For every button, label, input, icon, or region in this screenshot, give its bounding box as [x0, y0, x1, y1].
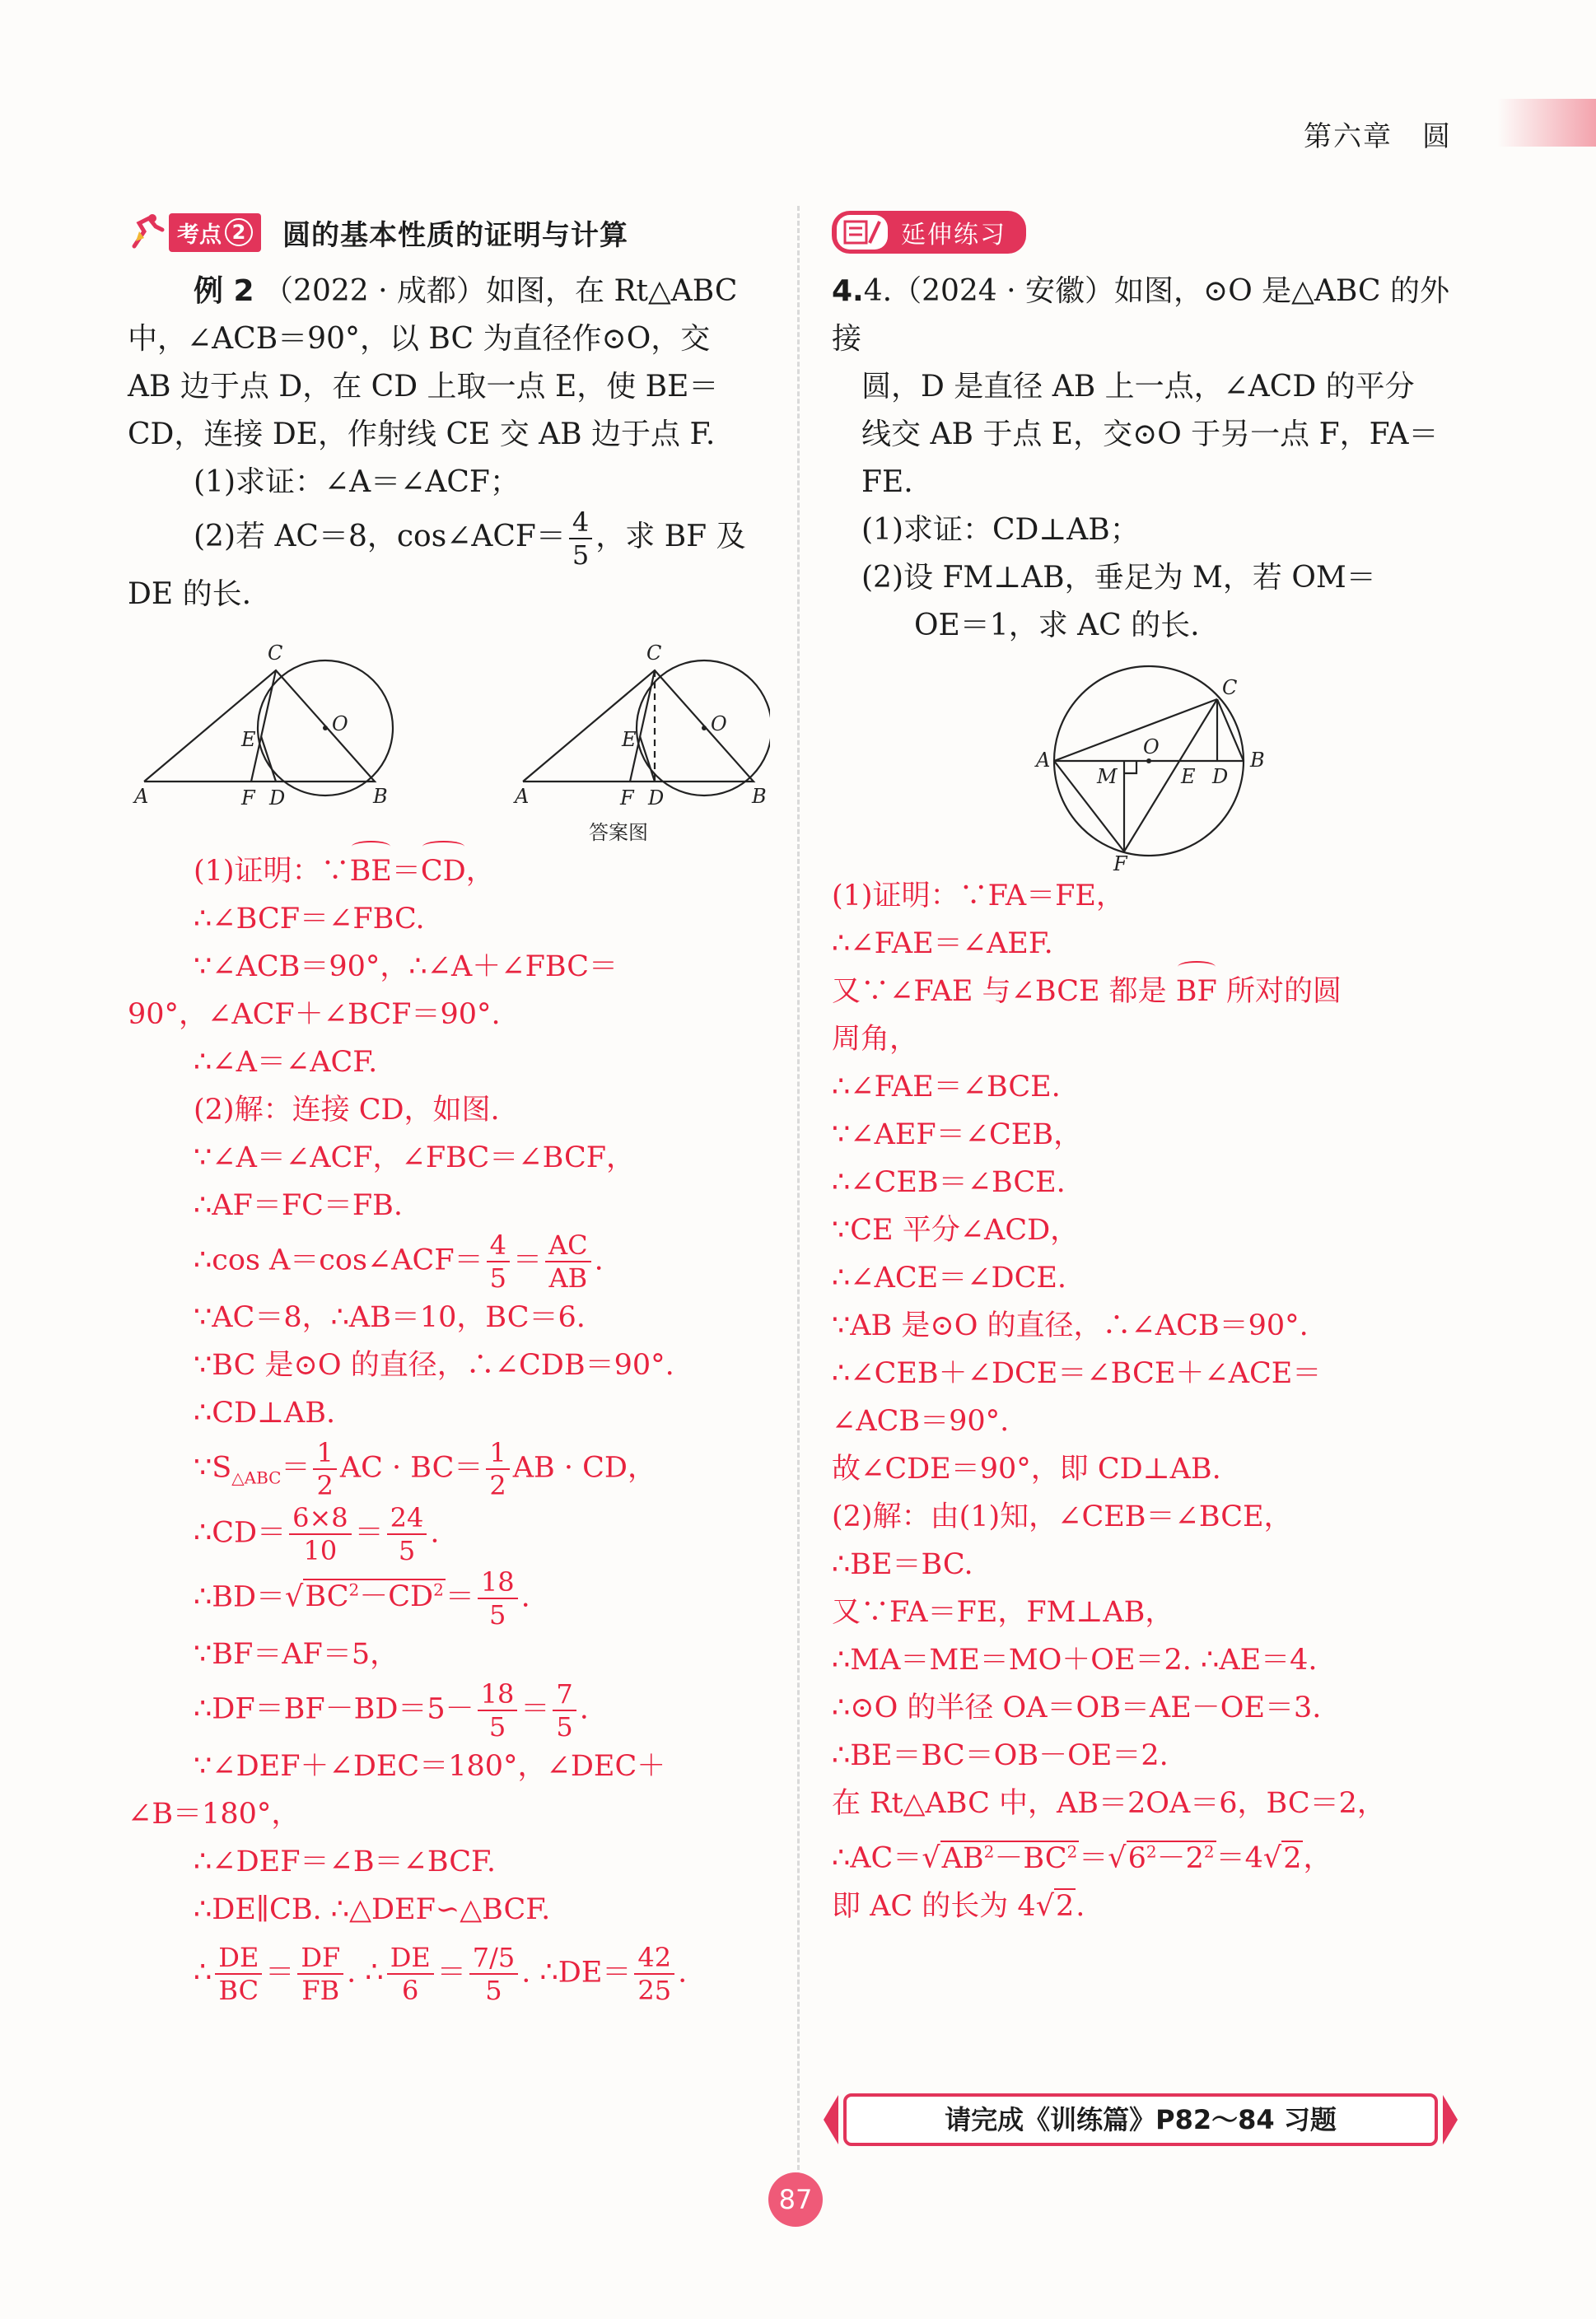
rsol-line-10: ∵AB 是⊙O 的直径，∴∠ACB＝90°.: [832, 1309, 1309, 1342]
sol-line-16: ∵BF＝AF＝5，: [194, 1637, 399, 1671]
sol-line-6: (2)解：连接 CD，如图.: [194, 1094, 500, 1127]
fig2-label-f: F: [620, 786, 634, 810]
fig2-label-o: O: [711, 712, 727, 735]
sol-line-21: ∴DE∥CB. ∴△DEF∽△BCF.: [194, 1892, 551, 1926]
problem-question-2-cont: OE＝1，求 AC 的长.: [914, 609, 1200, 642]
question-2: (2)若 AC＝8，cos∠ACF＝ $\frac{4}{5}$ ，求 BF 及: [194, 506, 746, 571]
topic-badge: 考点 2: [169, 213, 261, 252]
rsol-line-13: 故∠CDE＝90°，即 CD⊥AB.: [832, 1453, 1221, 1486]
rsol-line-15: ∴BE＝BC.: [832, 1548, 973, 1581]
rsol-line-14: (2)解：由(1)知，∠CEB＝∠BCE，: [832, 1500, 1293, 1533]
rsol-line-3: 又∵∠FAE 与∠BCE 都是 BF 所对的圆: [832, 968, 1466, 1015]
left-column: [128, 210, 770, 2006]
sol-line-11: ∵BC 是⊙O 的直径，∴∠CDB＝90°.: [194, 1349, 674, 1382]
answer-figure-caption: 答案图: [589, 821, 648, 844]
rsol-line-22: 即 AC 的长为 4√2.: [832, 1889, 1085, 1923]
rsol-line-5: ∴∠FAE＝∠BCE.: [832, 1071, 1061, 1104]
sol-line-10: ∵AC＝8，∴AB＝10，BC＝6.: [194, 1301, 586, 1334]
problem-line-4: FE.: [861, 465, 913, 499]
rsol-line-12: ∠ACB＝90°.: [832, 1405, 1010, 1438]
fig1-label-o: O: [332, 712, 348, 735]
example-line-2: 中，∠ACB＝90°，以 BC 为直径作⊙O，交: [128, 322, 711, 356]
header-decoration: [1497, 99, 1596, 147]
sol-line-12: ∴CD⊥AB.: [194, 1397, 336, 1430]
fig1-label-d: D: [269, 786, 286, 810]
example-line-4: CD，连接 DE，作射线 CE 交 AB 边于点 F.: [128, 418, 716, 451]
example-figures: [128, 625, 770, 847]
rsol-line-9: ∴∠ACE＝∠DCE.: [832, 1262, 1067, 1295]
sol-line-4: 90°，∠ACF＋∠BCF＝90°.: [128, 998, 501, 1031]
fig2-label-b: B: [752, 785, 767, 808]
problem-line-3: 线交 AB 于点 E，交⊙O 于另一点 F，FA＝: [861, 418, 1439, 451]
rsol-line-11: ∴∠CEB＋∠DCE＝∠BCE＋∠ACE＝: [832, 1357, 1322, 1390]
rsol-line-16: 又∵FA＝FE，FM⊥AB，: [832, 1596, 1174, 1629]
section-title: 圆的基本性质的证明与计算: [282, 218, 628, 252]
fig1-label-e: E: [241, 728, 256, 751]
fig3-label-a: A: [1036, 749, 1051, 772]
sol-line-14: ∴CD＝ $\frac{6\times 8}{10}$ ＝ $\frac{24}{5}$ .: [194, 1501, 440, 1566]
sol-line-9: ∴cos A＝cos∠ACF＝ $\frac{4}{5}$ ＝ $\frac{AC}{AB}$ .: [194, 1229, 604, 1294]
runner-icon: [128, 213, 166, 251]
sol-line-13: $\because S_{\triangle ABC}=$ $\frac{1}{2}$ AC · BC＝ $\frac{1}{2}$ AB · CD，: [194, 1437, 656, 1501]
homework-reminder-text: 请完成《训练篇》P82～84 习题: [945, 2104, 1337, 2135]
geometry-figures: [128, 625, 770, 847]
extension-header: [832, 210, 1466, 254]
sol-line-20: ∴∠DEF＝∠B＝∠BCF.: [194, 1845, 496, 1878]
sol-line-1: (1)证明：∵BE＝CD，: [128, 847, 770, 895]
section-header: [128, 210, 770, 254]
rsol-line-1: (1)证明：∵FA＝FE，: [832, 880, 1125, 912]
problem-question-2: (2)设 FM⊥AB，垂足为 M，若 OM＝: [861, 561, 1376, 595]
rsol-line-19: ∴BE＝BC＝OB－OE＝2.: [832, 1739, 1169, 1772]
fig1-label-f: F: [241, 786, 255, 810]
sol-line-5: ∴∠A＝∠ACF.: [194, 1046, 378, 1079]
fig3-label-c: C: [1222, 676, 1238, 699]
sol-line-8: ∴AF＝FC＝FB.: [194, 1189, 404, 1222]
example-line-1: 例 2 （2022 · 成都）如图，在 Rt△ABC: [194, 274, 738, 308]
book-pencil-icon: [837, 215, 888, 250]
sol-line-7: ∵∠A＝∠ACF，∠FBC＝∠BCF，: [194, 1141, 636, 1174]
problem-question-1: (1)求证：CD⊥AB；: [861, 513, 1140, 547]
fig3-label-o: O: [1143, 735, 1160, 758]
fig2-label-a: A: [515, 785, 530, 808]
fig2-label-e: E: [622, 728, 637, 751]
example-solution: [128, 847, 770, 2006]
sol-line-2: ∴∠BCF＝∠FBC.: [194, 903, 425, 936]
rsol-line-8: ∵CE 平分∠ACD，: [832, 1214, 1080, 1247]
fig3-label-b: B: [1250, 749, 1265, 772]
homework-reminder-bar: [824, 2090, 1458, 2149]
rsol-line-20: 在 Rt△ABC 中，AB＝2OA＝6，BC＝2，: [832, 1787, 1386, 1820]
fig3-label-m: M: [1097, 765, 1118, 788]
circle-figure: [832, 650, 1466, 872]
fig2-label-c: C: [646, 642, 662, 665]
fig1-label-c: C: [268, 642, 283, 665]
question-2-cont: DE 的长.: [128, 577, 252, 611]
rsol-line-17: ∴MA＝ME＝MO＋OE＝2. ∴AE＝4.: [832, 1644, 1318, 1677]
column-divider: [797, 206, 800, 2207]
rsol-line-21: $\therefore AC=√AB^2-BC^2=√6^2-2^2=4√2$，: [832, 1841, 1332, 1875]
sol-line-18: ∵∠DEF＋∠DEC＝180°，∠DEC＋: [194, 1749, 666, 1783]
chapter-title: 第六章 圆: [1304, 120, 1452, 153]
fig3-label-f: F: [1113, 852, 1127, 872]
sol-line-3: ∵∠ACB＝90°，∴∠A＋∠FBC＝: [194, 950, 618, 983]
problem-solution: [832, 872, 1466, 1930]
rsol-line-4: 周角，: [832, 1023, 919, 1056]
fig3-label-e: E: [1181, 765, 1196, 788]
fig2-label-d: D: [648, 786, 665, 810]
rsol-line-18: ∴⊙O 的半径 OA＝OB＝AE－OE＝3.: [832, 1691, 1322, 1724]
right-column: [832, 210, 1466, 1930]
problem-figure: [832, 650, 1466, 872]
rsol-line-7: ∴∠CEB＝∠BCE.: [832, 1166, 1066, 1199]
sol-line-19: ∠B＝180°，: [128, 1797, 301, 1831]
page-number: 87: [768, 2172, 823, 2227]
fig3-label-d: D: [1212, 765, 1229, 788]
example-line-3: AB 边于点 D，在 CD 上取一点 E，使 BE＝: [128, 370, 719, 404]
fig1-label-b: B: [373, 785, 388, 808]
sol-line-22: ∴ $\frac{DE}{BC}$ ＝ $\frac{DF}{FB}$ . ∴ $\frac{DE}{6}$ ＝ $\frac{7/5}{5}$ . ∴DE＝ $\frac{42}{25}$ .: [194, 1941, 688, 2006]
fig1-label-a: A: [134, 785, 149, 808]
problem-line-2: 圆，D 是直径 AB 上一点，∠ACD 的平分: [861, 370, 1415, 404]
sol-line-15: $\therefore BD=√BC^2-CD^2=$ $\frac{18}{5}$ .: [194, 1565, 530, 1631]
problem-line-1: 4.4.（2024 · 安徽）如图，⊙O 是△ABC 的外接: [832, 274, 1449, 356]
rsol-line-6: ∵∠AEF＝∠CEB，: [832, 1118, 1083, 1151]
rsol-line-2: ∴∠FAE＝∠AEF.: [832, 927, 1053, 960]
extension-badge: 延伸练习: [832, 211, 1026, 254]
question-1: (1)求证：∠A＝∠ACF；: [194, 465, 520, 499]
sol-line-17: ∴DF＝BF－BD＝5－ $\frac{18}{5}$ ＝ $\frac{7}{5}$ .: [194, 1677, 589, 1743]
